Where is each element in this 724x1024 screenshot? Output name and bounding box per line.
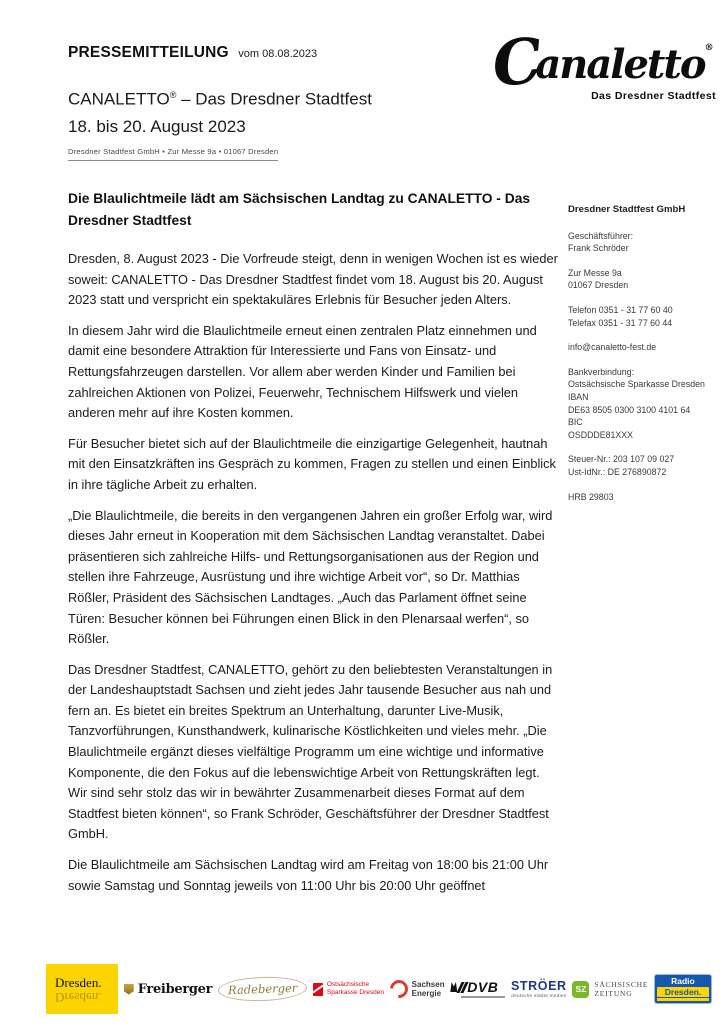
email-address: info@canaletto-fest.de [568, 342, 657, 353]
contact-sidebar [568, 204, 720, 515]
document-title [68, 82, 372, 141]
dvb-subline-bar [461, 996, 505, 998]
dvb-logo [450, 980, 505, 998]
sz-badge-icon: SZ [572, 981, 589, 998]
freiberger-crest-icon [124, 984, 134, 995]
radio-dresden-strip [657, 998, 709, 1001]
vat-id: Ust-IdNr.: DE 276890872 [568, 466, 667, 477]
dvb-logo-text: DVB [467, 979, 499, 995]
sponsor-logo-bar [46, 962, 712, 1016]
bank-label: Bankverbindung: [568, 366, 635, 377]
sparkasse-text-line1: Ostsächsische [326, 981, 370, 988]
article-body [68, 188, 562, 906]
radio-dresden-text-line2: Dresden. [657, 987, 709, 997]
trade-register: HRB 29803 [568, 491, 614, 502]
article-headline: Die Blaulichtmeile lädt am Sächsischen Landtag zu CANALETTO - Das Dresdner Stadtfest [68, 191, 531, 228]
title-rest: – Das Dresdner Stadtfest [176, 89, 372, 109]
bic-label: BIC [568, 417, 583, 428]
sidebar-management [568, 230, 720, 255]
sachsenenergie-logo [390, 980, 445, 998]
brand-name: CANALETTO [68, 89, 170, 109]
document-title-line2: 18. bis 20. August 2023 [68, 117, 246, 137]
sparkasse-text-line2: Sparkasse Dresden [326, 989, 384, 996]
saechsische-zeitung-logo [572, 980, 648, 999]
sz-logo-text [594, 980, 648, 999]
address-street: Zur Messe 9a [568, 267, 622, 278]
fax-number: Telefax 0351 - 31 77 60 44 [568, 317, 673, 328]
sidebar-bank [568, 366, 720, 442]
radeberger-logo-text: Radeberger [227, 980, 298, 998]
management-name: Frank Schröder [568, 243, 629, 254]
stroeer-logo [511, 980, 567, 998]
bank-name: Ostsächsische Sparkasse Dresden [568, 379, 705, 390]
dresden-logo-reflection: Dresden. [55, 990, 102, 1005]
sachsenenergie-swoosh-icon [386, 976, 411, 1001]
sender-address-line: Dresdner Stadtfest GmbH • Zur Messe 9a • 01067 Dresden [68, 147, 278, 161]
iban-value: DE63 8505 0300 3100 4101 64 [568, 404, 691, 415]
address-city: 01067 Dresden [568, 280, 629, 291]
document-date: vom 08.08.2023 [238, 48, 318, 60]
sidebar-address [568, 267, 720, 292]
bic-value: OSDDDE81XXX [568, 429, 634, 440]
radeberger-logo [217, 975, 307, 1002]
logo-initial: C [488, 23, 544, 102]
sidebar-tax [568, 453, 720, 478]
radio-dresden-logo [654, 974, 712, 1004]
stroeer-logo-text: STRÖER [510, 979, 567, 993]
article-paragraph: In diesem Jahr wird die Blaulichtmeile erneut einen zentralen Platz einnehmen und damit eine besondere Attraktion für Interessierte und Fans von Einsatz- und Rettungsfahrzeugen darstellen. Vor allem aber werden Kinder und Familien bei zahlreichen Aktionen von Polizei, Feuerwehr, Technischem Hilfswerk und vielen anderen mehr auf ihre Kosten kommen. [68, 322, 537, 421]
article-paragraph: Das Dresdner Stadtfest, CANALETTO, gehört zu den beliebtesten Veranstaltungen in der Landeshauptstadt Sachsen und zieht jedes Jahr tausende Besucher aus nah und fern an. Es bietet ein breites Spektrum an Unterhaltung, darunter Live-Musik, Tanzvorführungen, Kunsthandwerk, kulinarische Köstlichkeiten und vieles mehr. „Die Blaulichtmeile ergänzt dieses vielfältige Programm um eine wichtige und informative Komponente, die den Fokus auf die lebenswichtige Arbeit von Rettungskräften legt. Wir sind sehr stolz das wir in bewährter Zusammenarbeit dieses Format auf dem Stadtfest bieten können“, so Frank Schröder, Geschäftsführer der Dresdner Stadtfest GmbH. [68, 661, 553, 842]
sparkasse-icon [313, 983, 323, 996]
logo-tagline: Das Dresdner Stadtfest [591, 90, 716, 102]
article-paragraph: „Die Blaulichtmeile, die bereits in den vergangenen Jahren ein großer Erfolg war, wird dieses Jahr erneut in Kooperation mit dem Sächsischen Landtag veranstaltet. Dabei präsentieren sich zahlreiche Hilfs- und Rettungsorganisationen aus der Region und stellen ihre Fahrzeuge, Ausrüstung und ihre wichtige Arbeit vor“, so Dr. Matthias Rößler, Präsident des Sächsischen Landtages. „Auch das Parlament öffnet seine Türen: Besucher können bei Führungen einen Blick in den Plenarsaal werfen“, so Rößler. [68, 507, 553, 647]
sparkasse-logo-text [327, 981, 384, 997]
sidebar-register [568, 491, 720, 504]
phone-number: Telefon 0351 - 31 77 60 40 [568, 304, 673, 315]
sidebar-company-name: Dresdner Stadtfest GmbH [568, 204, 686, 215]
sz-text-line1: SÄCHSISCHE [594, 979, 649, 989]
dvb-logo-row [450, 980, 505, 994]
iban-label: IBAN [568, 391, 589, 402]
sidebar-email [568, 341, 720, 354]
sz-text-line2: ZEITUNG [594, 989, 633, 998]
dresden-logo-text: Dresden. [55, 975, 102, 990]
sachsenenergie-text-line2: Energie [411, 989, 442, 998]
sparkasse-logo [313, 981, 384, 997]
article-paragraph: Für Besucher bietet sich auf der Blaulichtmeile die einzigartige Gelegenheit, hautnah mit den Einsatzkräften ins Gespräch zu kommen, Fragen zu stellen und einen Einblick in ihre tägliche Arbeit zu erhalten. [68, 435, 556, 492]
logo-registered-mark: ® [704, 43, 714, 53]
management-label: Geschäftsführer: [568, 230, 634, 241]
sachsenenergie-logo-text [412, 980, 445, 998]
canaletto-logo [488, 23, 720, 132]
document-type-line [68, 44, 317, 62]
dresden-city-logo [46, 964, 118, 1014]
freiberger-logo [124, 982, 212, 997]
tax-number: Steuer-Nr.: 203 107 09 027 [568, 454, 675, 465]
sachsenenergie-text-line1: Sachsen [411, 980, 445, 989]
document-type: PRESSEMITTEILUNG [68, 44, 229, 61]
sidebar-phone-fax [568, 304, 720, 329]
radio-dresden-text-line1: Radio [671, 976, 695, 986]
article-paragraph: Die Blaulichtmeile am Sächsischen Landtag wird am Freitag von 18:00 bis 21:00 Uhr sowie Samstag und Sonntag jeweils von 11:00 Uhr bis 20:00 Uhr geöffnet [68, 857, 549, 893]
logo-rest: analetto [535, 41, 705, 88]
registered-mark: ® [169, 90, 177, 100]
stroeer-subline: deutsche städte medien [511, 993, 567, 998]
article-paragraph: Dresden, 8. August 2023 - Die Vorfreude steigt, denn in wenigen Wochen ist es wieder soweit: CANALETTO - Das Dresdner Stadtfest findet vom 18. August bis 20. August 2023 statt und verspricht ein spektakuläres Erlebnis für Besucher jeden Alters. [68, 251, 558, 308]
document-title-line1 [68, 82, 372, 113]
freiberger-logo-text: Freiberger [137, 981, 213, 997]
